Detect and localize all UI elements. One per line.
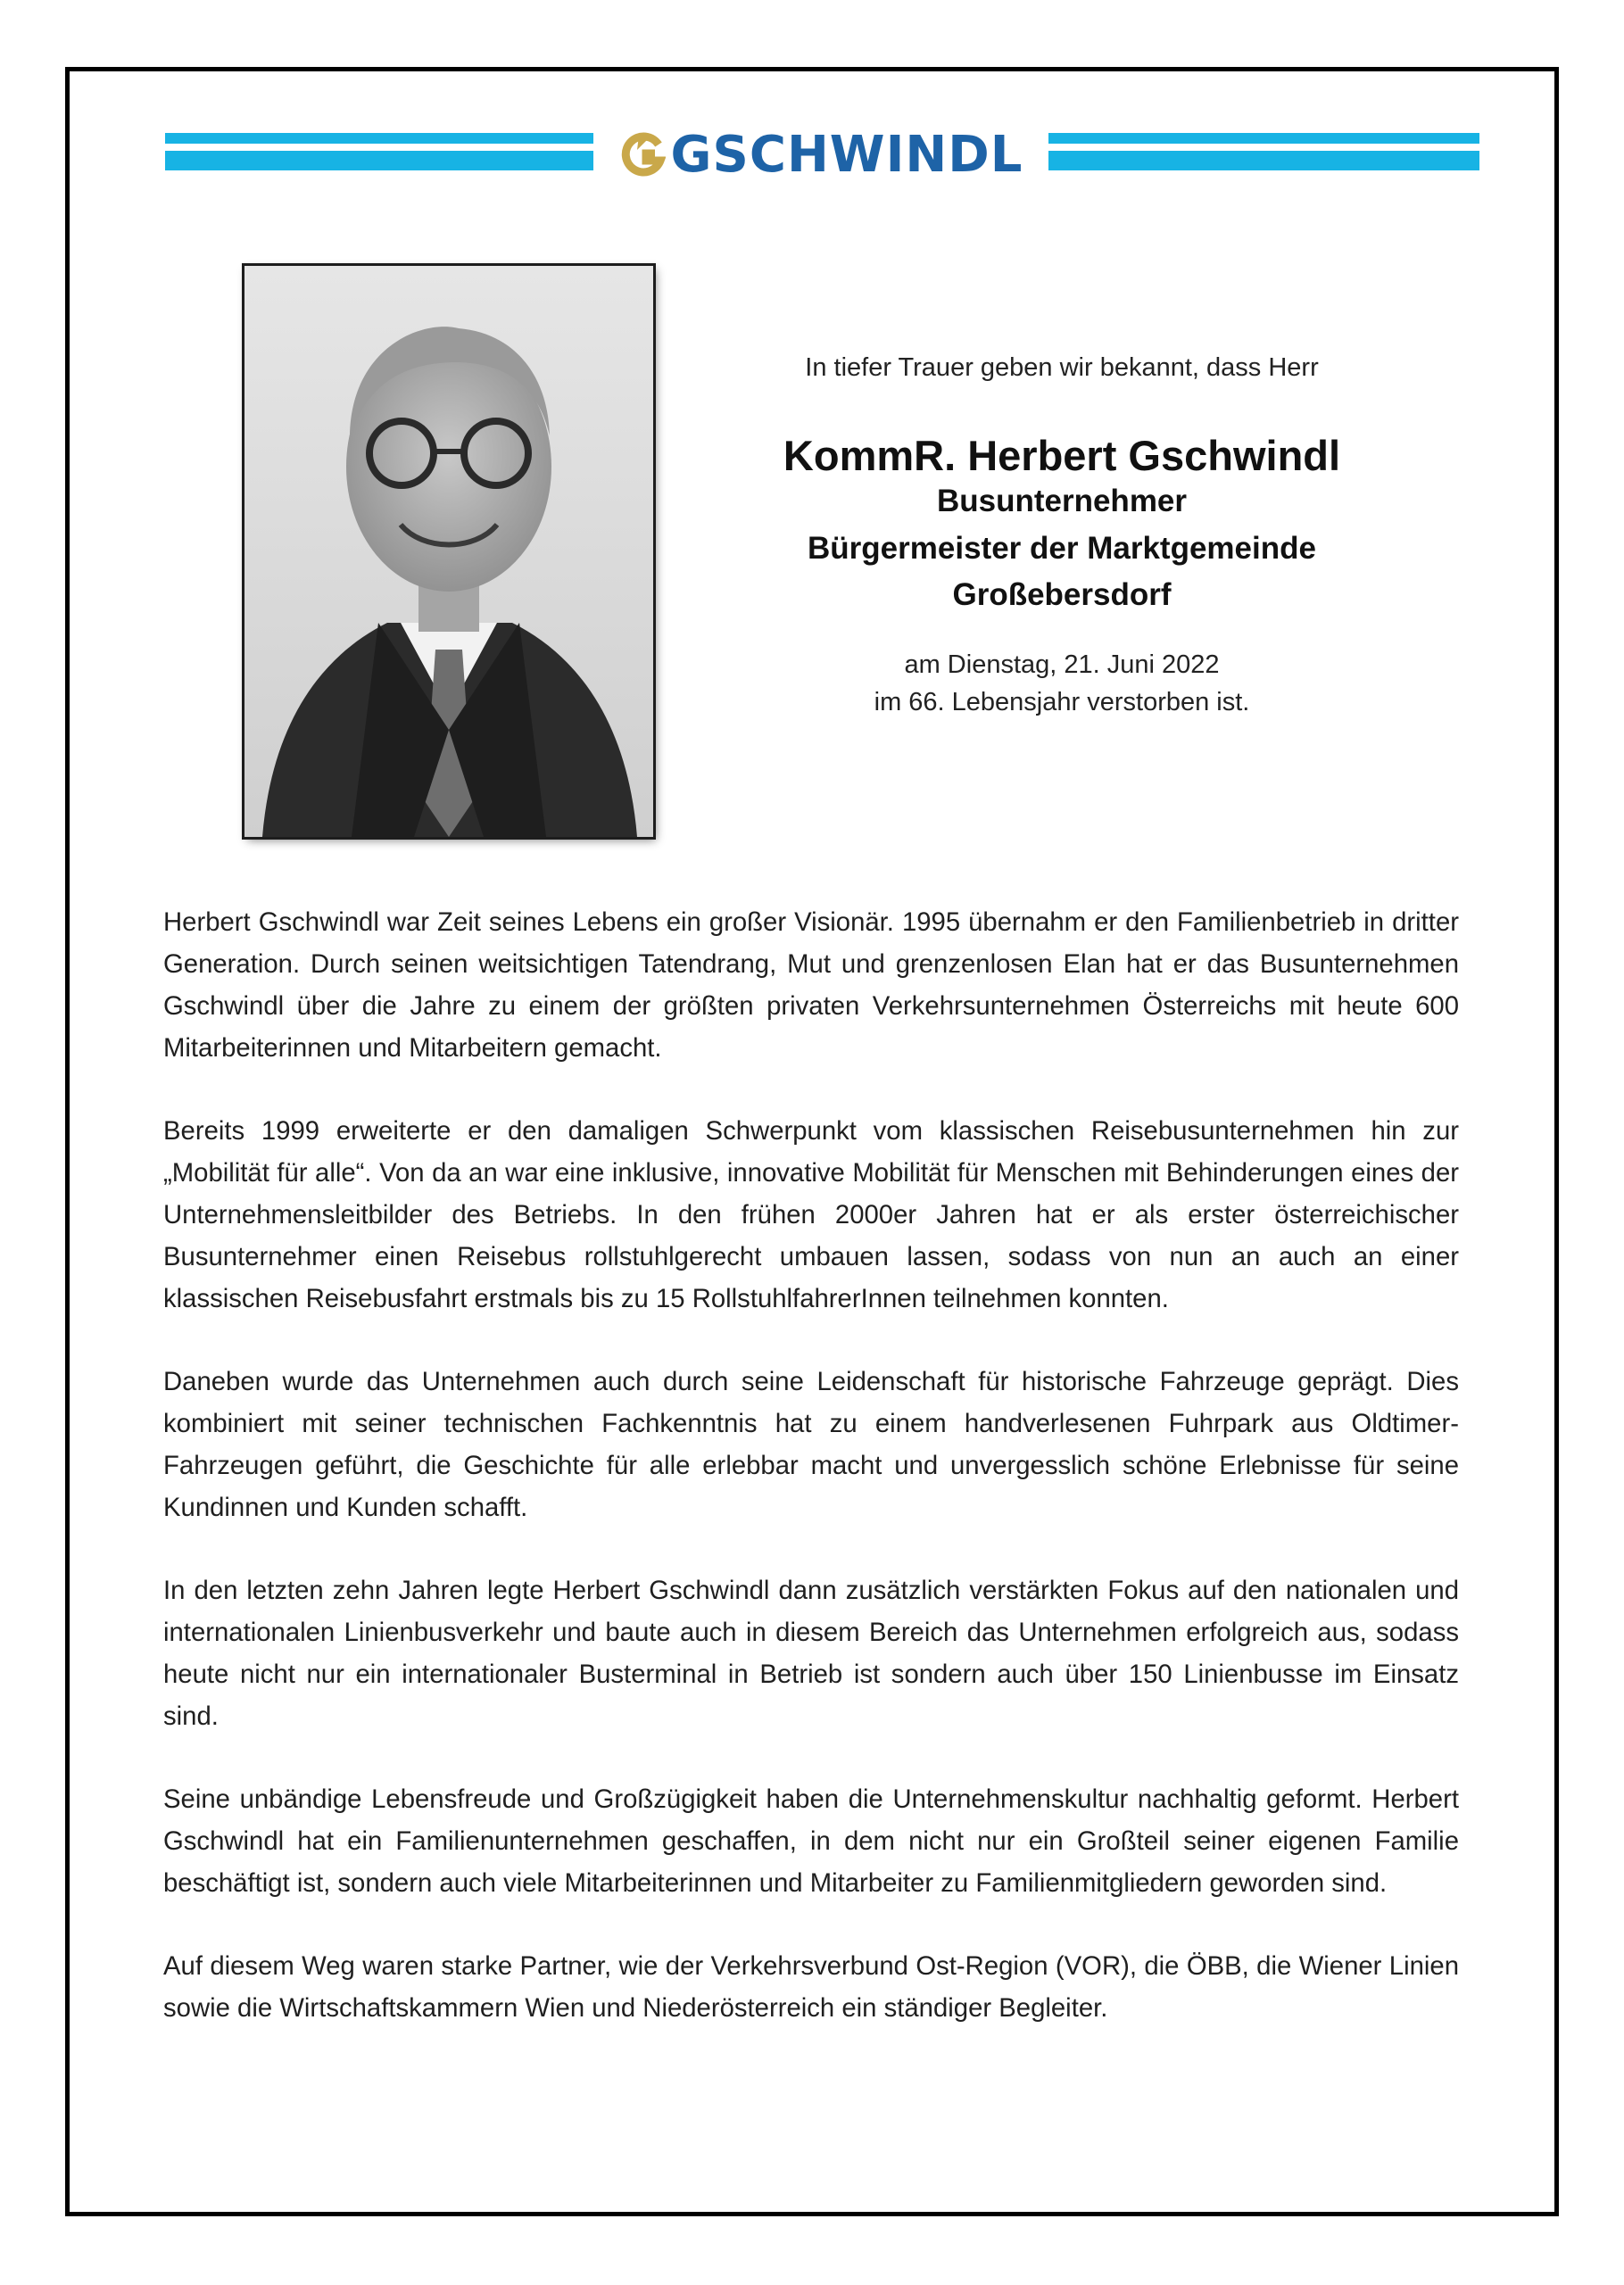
notice-intro: In tiefer Trauer geben wir bekannt, dass Herr bbox=[805, 353, 1319, 382]
age-line: im 66. Lebensjahr verstorben ist. bbox=[874, 688, 1250, 717]
body-paragraph: Herbert Gschwindl war Zeit seines Lebens ein großer Visionär. 1995 übernahm er den Familienbetrieb in dritter Generation. Durch seinen weitsichtigen Tatendrang, Mut und grenzenlosen Elan hat er das Busunternehmen Gschwindl über die Jahre zu einem der größten privaten Verkehrsunternehmen Österreichs mit heute 600 Mitarbeiterinnen und Mitarbeitern gemacht. bbox=[163, 907, 1459, 1063]
banner-stripe-left bbox=[165, 133, 629, 144]
body-paragraph: Daneben wurde das Unternehmen auch durch seine Leidenschaft für historische Fahrzeuge geprägt. Dies kombiniert mit seiner technischen Fachkenntnis hat zu einem handverlesenen Fuhrpark aus Oldtimer-Fahrzeugen geführt, die Geschichte für alle erlebbar macht und unvergesslich schöne Erlebnisse für seine Kundinnen und Kunden schafft. bbox=[163, 1367, 1459, 1522]
role-line: Großebersdorf bbox=[952, 577, 1172, 613]
banner-stripe-right-lower bbox=[1044, 151, 1479, 170]
banner-stripe-left-lower bbox=[165, 151, 611, 170]
body-paragraph: In den letzten zehn Jahren legte Herbert Gschwindl dann zusätzlich verstärkten Fokus auf den nationalen und internationalen Linienbusverkehr und baute auch in diesem Bereich das Unternehmen erfolgreich aus, sodass heute nicht nur ein internationaler Busterminal in Betrieb ist sondern auch über 150 Linienbusse im Einsatz sind. bbox=[163, 1576, 1459, 1731]
role-line: Bürgermeister der Marktgemeinde bbox=[808, 530, 1316, 566]
death-date-block bbox=[741, 646, 1383, 721]
deceased-name: KommR. Herbert Gschwindl bbox=[783, 431, 1341, 479]
header-banner bbox=[165, 126, 1479, 184]
portrait-image bbox=[244, 266, 653, 837]
banner-stripe-right bbox=[1022, 133, 1479, 144]
death-date: am Dienstag, 21. Juni 2022 bbox=[904, 650, 1220, 679]
obituary-text bbox=[163, 901, 1459, 2070]
portrait-photo bbox=[244, 266, 653, 837]
logo-wordmark: GSCHWINDL bbox=[670, 126, 1023, 184]
role-line: Busunternehmer bbox=[936, 484, 1188, 519]
body-paragraph: Seine unbändige Lebensfreude und Großzügigkeit haben die Unternehmenskultur nachhaltig geformt. Herbert Gschwindl hat ein Familienunternehmen geschaffen, in dem nicht nur ein Großteil seiner eigenen Familie beschäftigt ist, sondern auch viele Mitarbeiterinnen und Mitarbeiter zu Familienmitgliedern geworden sind. bbox=[163, 1784, 1459, 1898]
body-paragraph: Bereits 1999 erweiterte er den damaligen Schwerpunkt vom klassischen Reisebusunternehmen hin zur „Mobilität für alle“. Von da an war eine inklusive, innovative Mobilität für Menschen mit Behinderungen eines der Unternehmensleitbilder des Betriebs. In den frühen 2000er Jahren hat er als erster österreichischer Busunternehmer einen Reisebus rollstuhlgerecht umbauen lassen, sodass von nun an auch an einer klassischen Reisebusfahrt erstmals bis zu 15 RollstuhlfahrerInnen teilnehmen konnten. bbox=[163, 1116, 1459, 1313]
logo-g-mark-icon bbox=[619, 132, 666, 178]
body-paragraph: Auf diesem Weg waren starke Partner, wie der Verkehrsverbund Ost-Region (VOR), die ÖBB, die Wiener Linien sowie die Wirtschaftskammern Wien und Niederösterreich ein ständiger Begleiter. bbox=[163, 1951, 1459, 2023]
company-logo bbox=[593, 126, 1048, 185]
death-notice bbox=[741, 352, 1383, 721]
